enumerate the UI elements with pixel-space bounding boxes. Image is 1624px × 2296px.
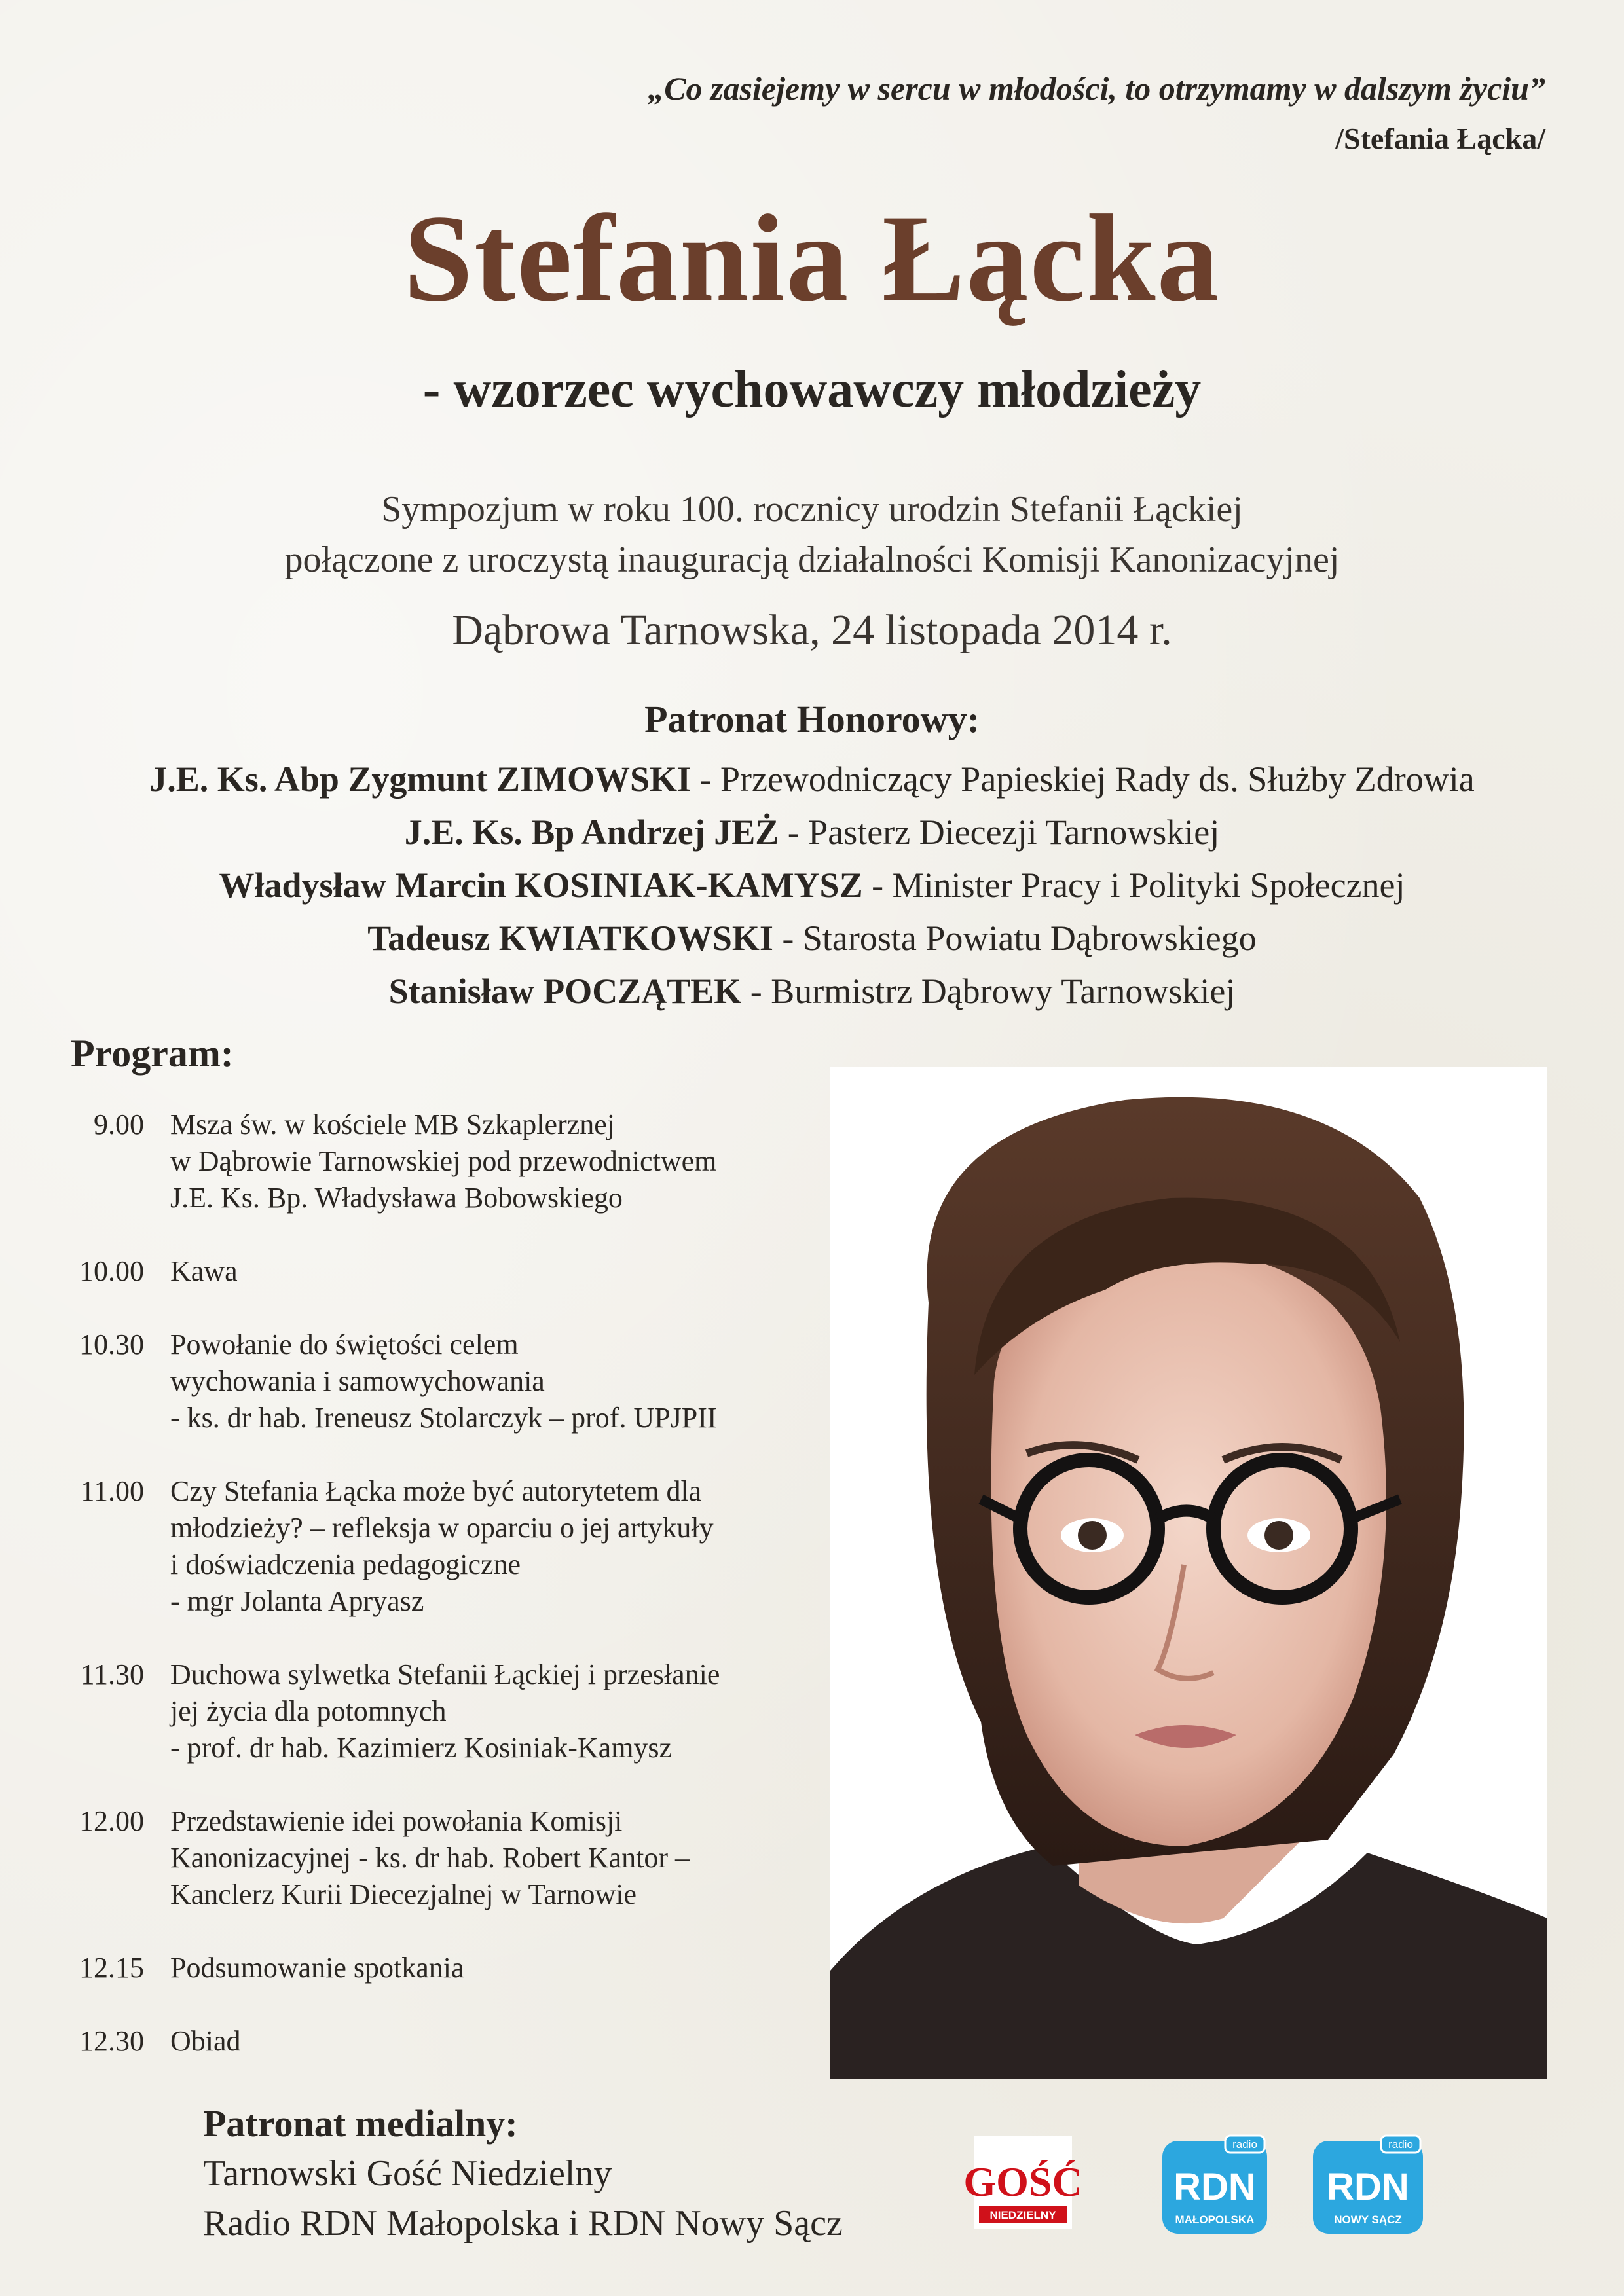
program-line: Powołanie do świętości celem [170, 1328, 519, 1360]
gosc-logo-text: GOŚĆ [963, 2159, 1082, 2205]
program-item [65, 1950, 845, 1986]
program-time: 11.30 [80, 1658, 144, 1690]
patron-name: J.E. Ks. Bp Andrzej JEŻ [404, 812, 779, 852]
program-line: Kawa [170, 1255, 238, 1287]
program-line: Obiad [170, 2025, 241, 2057]
program-list [65, 1106, 845, 2096]
program-line: jej życia dla potomnych [170, 1695, 447, 1727]
program-line: - mgr Jolanta Apryasz [170, 1585, 424, 1617]
motto-text: „Co zasiejemy w sercu w młodości, to otrzymamy w dalszym życiu” [648, 70, 1545, 107]
rdn-malopolska-logo [1162, 2136, 1267, 2234]
program-description [170, 1656, 845, 1766]
patron-entry [0, 753, 1624, 806]
patron-entry [0, 806, 1624, 859]
honorary-patrons-list [0, 753, 1624, 1018]
program-line: Czy Stefania Łącka może być autorytetem dla [170, 1475, 702, 1507]
program-description [170, 2023, 845, 2060]
patron-name: J.E. Ks. Abp Zygmunt ZIMOWSKI [149, 759, 691, 799]
motto-author: /Stefania Łącka/ [1335, 122, 1545, 155]
rdn-logo-subtext: NOWY SĄCZ [1334, 2214, 1402, 2226]
program-line: Duchowa sylwetka Stefanii Łąckiej i przesłanie [170, 1658, 720, 1690]
patron-name: Stanisław POCZĄTEK [388, 972, 742, 1011]
program-time: 12.30 [79, 2025, 144, 2057]
program-item [65, 2023, 845, 2060]
program-line: młodzieży? – refleksja w oparciu o jej artykuły [170, 1512, 714, 1544]
program-description [170, 1326, 845, 1436]
rdn-logo-text: RDN [1327, 2166, 1409, 2208]
program-time: 10.00 [79, 1255, 144, 1287]
motto-quote [648, 62, 1545, 163]
program-description [170, 1803, 845, 1913]
program-line: - ks. dr hab. Ireneusz Stolarczyk – prof. UPJPII [170, 1402, 717, 1434]
program-line: i doświadczenia pedagogiczne [170, 1548, 521, 1580]
program-line: w Dąbrowie Tarnowskiej pod przewodnictwem [170, 1145, 717, 1177]
patron-role: - Burmistrz Dąbrowy Tarnowskiej [741, 972, 1236, 1011]
rdn-logo-text: RDN [1173, 2166, 1256, 2208]
media-patrons-list [203, 2149, 843, 2248]
program-line: Msza św. w kościele MB Szkaplerznej [170, 1108, 615, 1140]
radio-tag: radio [1388, 2138, 1413, 2151]
program-heading: Program: [71, 1032, 234, 1075]
program-time: 11.00 [80, 1475, 144, 1507]
program-line: Kanonizacyjnej - ks. dr hab. Robert Kantor – [170, 1842, 690, 1874]
patron-name: Tadeusz KWIATKOWSKI [367, 919, 773, 958]
media-patron-line: Tarnowski Gość Niedzielny [203, 2153, 612, 2194]
patron-entry [0, 965, 1624, 1018]
program-item [65, 1473, 845, 1620]
rdn-logo-subtext: MAŁOPOLSKA [1175, 2214, 1255, 2226]
program-line: Przedstawienie idei powołania Komisji [170, 1805, 623, 1837]
program-item [65, 1106, 845, 1216]
description-line: Sympozjum w roku 100. rocznicy urodzin Stefanii Łąckiej [381, 489, 1243, 530]
program-item [65, 1803, 845, 1913]
program-time: 10.30 [79, 1328, 144, 1360]
event-description [0, 484, 1624, 586]
program-description [170, 1473, 845, 1620]
program-line: J.E. Ks. Bp. Władysława Bobowskiego [170, 1182, 623, 1214]
patron-entry [0, 859, 1624, 912]
program-item [65, 1253, 845, 1290]
program-time: 9.00 [94, 1108, 144, 1140]
gosc-niedzielny-logo [963, 2136, 1082, 2229]
event-place-date: Dąbrowa Tarnowska, 24 listopada 2014 r. [452, 606, 1172, 654]
program-line: - prof. dr hab. Kazimierz Kosiniak-Kamysz [170, 1732, 673, 1764]
rdn-nowy-sacz-logo [1313, 2136, 1423, 2234]
patron-entry [0, 912, 1624, 965]
program-item [65, 1656, 845, 1766]
portrait-image [830, 1067, 1547, 2079]
description-line: połączone z uroczystą inauguracją działalności Komisji Kanonizacyjnej [284, 539, 1340, 581]
program-line: wychowania i samowychowania [170, 1365, 545, 1397]
poster-subtitle: - wzorzec wychowawczy młodzieży [422, 361, 1202, 418]
patron-role: - Starosta Powiatu Dąbrowskiego [773, 919, 1257, 958]
patron-role: - Przewodniczący Papieskiej Rady ds. Służby Zdrowia [691, 759, 1475, 799]
patron-role: - Pasterz Diecezji Tarnowskiej [779, 812, 1220, 852]
radio-tag: radio [1232, 2138, 1257, 2151]
patron-role: - Minister Pracy i Polityki Społecznej [862, 866, 1405, 905]
program-time: 12.00 [79, 1805, 144, 1837]
media-patronage-heading: Patronat medialny: [203, 2102, 518, 2145]
gosc-logo-subtext: NIEDZIELNY [989, 2209, 1056, 2221]
honorary-patronage-heading: Patronat Honorowy: [644, 698, 980, 740]
poster-title: Stefania Łącka [403, 190, 1221, 327]
program-line: Podsumowanie spotkania [170, 1952, 464, 1984]
program-time: 12.15 [79, 1952, 144, 1984]
program-description [170, 1253, 845, 1290]
program-description [170, 1950, 845, 1986]
program-description [170, 1106, 845, 1216]
program-item [65, 1326, 845, 1436]
patron-name: Władysław Marcin KOSINIAK-KAMYSZ [219, 866, 863, 905]
program-line: Kanclerz Kurii Diecezjalnej w Tarnowie [170, 1878, 637, 1910]
media-patron-line: Radio RDN Małopolska i RDN Nowy Sącz [203, 2203, 843, 2244]
